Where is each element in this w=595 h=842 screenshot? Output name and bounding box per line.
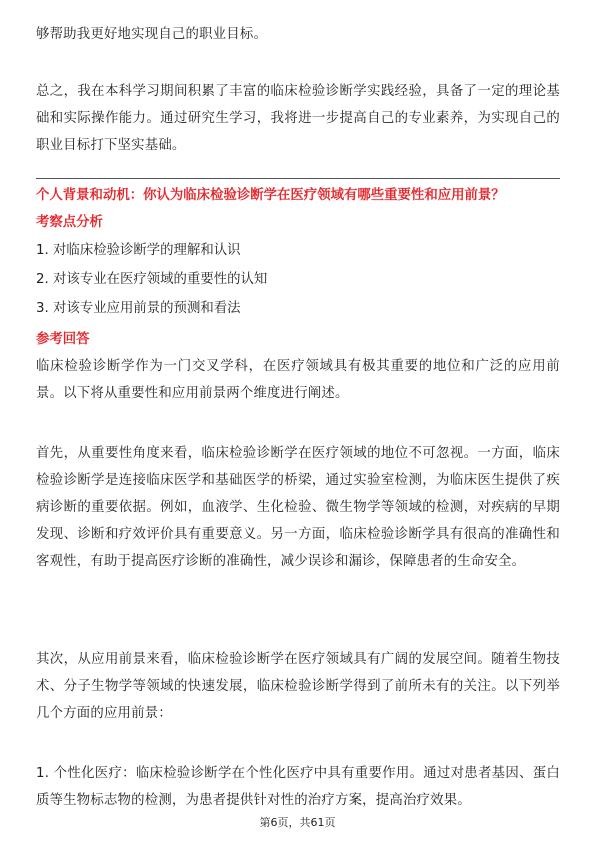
answer-paragraph: 其次，从应用前景来看，临床检验诊断学在医疗领域具有广阔的发展空间。随着生物技术、分子生物学等领域的快速发展，临床检验诊断学得到了前所未有的关注。以下列举几个方面的应用前景： (36, 652, 560, 721)
analysis-item: 2. 对该专业在医疗领域的重要性的认知 (36, 272, 268, 287)
answer-paragraph: 1. 个性化医疗：临床检验诊断学在个性化医疗中具有重要作用。通过对患者基因、蛋白质等生物标志物的检测，为患者提供针对性的治疗方案，提高治疗效果。 (36, 766, 560, 808)
paragraph-career-goal-end: 够帮助我更好地实现自己的职业目标。 (36, 27, 268, 42)
page-number-footer: 第6页，共61页 (259, 816, 336, 829)
analysis-item: 3. 对该专业应用前景的预测和看法 (36, 301, 241, 316)
analysis-label: 考察点分析 (36, 215, 103, 230)
answer-paragraph: 首先，从重要性角度来看，临床检验诊断学在医疗领域的地位不可忽视。一方面，临床检验诊断学是连接临床医学和基础医学的桥梁，通过实验室检测，为临床医生提供了疾病诊断的重要依据。例如，血液学、生化检验、微生物学等领域的检测，对疾病的早期发现、诊断和疗效评价具有重要意义。另一方面，临床检验诊断学具有很高的准确性和客观性，有助于提高医疗诊断的准确性，减少误诊和漏诊，保障患者的生命安全。 (36, 446, 560, 569)
question-heading: 个人背景和动机：你认为临床检验诊断学在医疗领域有哪些重要性和应用前景？ (36, 188, 505, 203)
analysis-item: 1. 对临床检验诊断学的理解和认识 (36, 243, 241, 258)
section-divider (36, 178, 560, 179)
paragraph-summary: 总之，我在本科学习期间积累了丰富的临床检验诊断学实践经验，具备了一定的理论基础和实际操作能力。通过研究生学习，我将进一步提高自己的专业素养，为实现自己的职业目标打下坚实基础。 (36, 84, 560, 153)
answer-paragraph: 临床检验诊断学作为一门交叉学科，在医疗领域具有极其重要的地位和广泛的应用前景。以下将从重要性和应用前景两个维度进行阐述。 (36, 359, 560, 401)
answer-label: 参考回答 (36, 332, 90, 347)
